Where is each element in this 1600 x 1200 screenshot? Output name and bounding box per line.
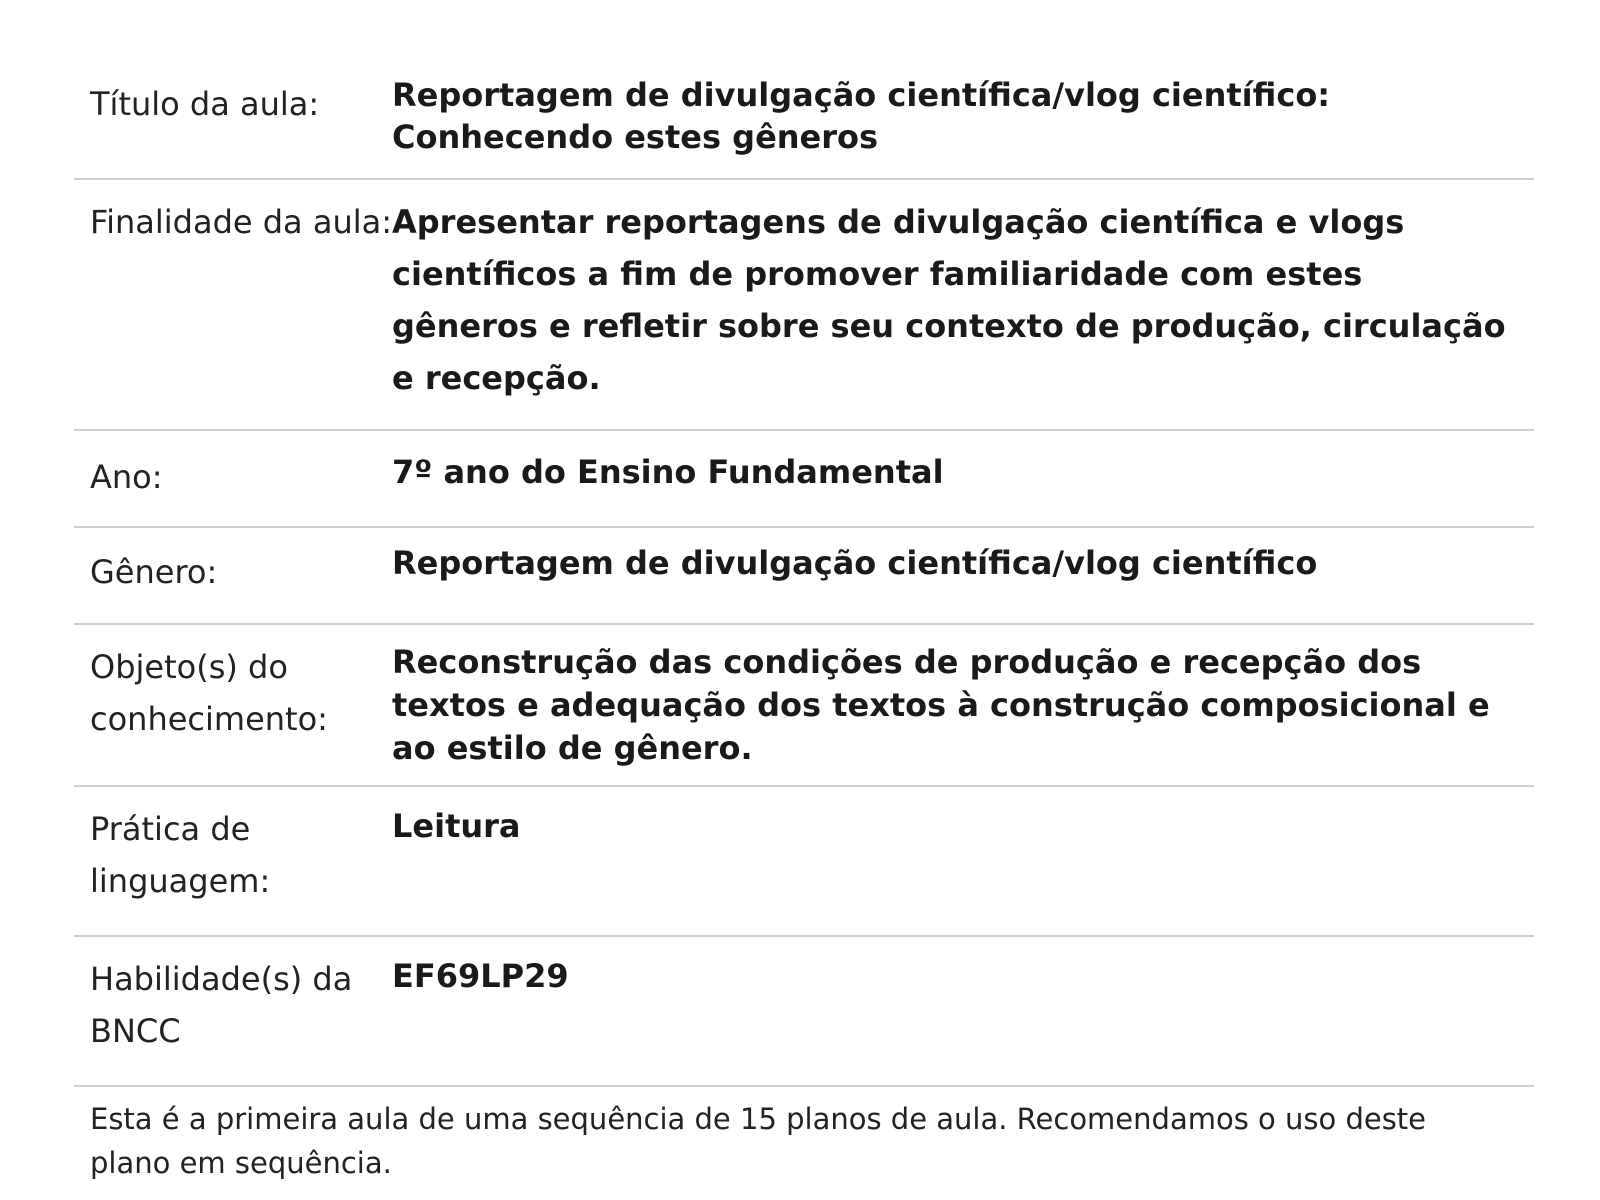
- row-label: Habilidade(s) da BNCC: [90, 960, 353, 1050]
- row-label: Finalidade da aula:: [90, 203, 392, 241]
- row-genero: [74, 528, 1534, 625]
- row-value: EF69LP29: [392, 957, 569, 995]
- row-value: Leitura: [392, 807, 521, 845]
- row-value: Apresentar reportagens de divulgação científica e vlogs científicos a fim de promover familiaridade com estes gêneros e refletir sobre seu contexto de produção, circulação e recepção.: [392, 203, 1506, 397]
- row-label: Título da aula:: [90, 85, 320, 123]
- row-value: Reportagem de divulgação científica/vlog científico: [392, 544, 1318, 582]
- sequence-note: Esta é a primeira aula de uma sequência de 15 planos de aula. Recomendamos o uso deste plano em sequência.: [90, 1102, 1427, 1180]
- row-pratica: [74, 787, 1534, 937]
- lesson-info-table: [74, 58, 1534, 1185]
- row-value: 7º ano do Ensino Fundamental: [392, 453, 944, 491]
- row-objeto: [74, 625, 1534, 787]
- row-value: Reportagem de divulgação científica/vlog científico: Conhecendo estes gêneros: [392, 76, 1331, 156]
- row-ano: [74, 431, 1534, 528]
- row-value: Reconstrução das condições de produção e recepção dos textos e adequação dos textos à construção composicional e ao estilo de gênero.: [392, 643, 1490, 767]
- row-finalidade: [74, 180, 1534, 431]
- row-label: Ano:: [90, 458, 163, 496]
- row-label: Objeto(s) do conhecimento:: [90, 648, 328, 738]
- row-label: Gênero:: [90, 553, 218, 591]
- row-habilidade: [74, 937, 1534, 1087]
- row-label: Prática de linguagem:: [90, 810, 271, 900]
- row-titulo: [74, 58, 1534, 180]
